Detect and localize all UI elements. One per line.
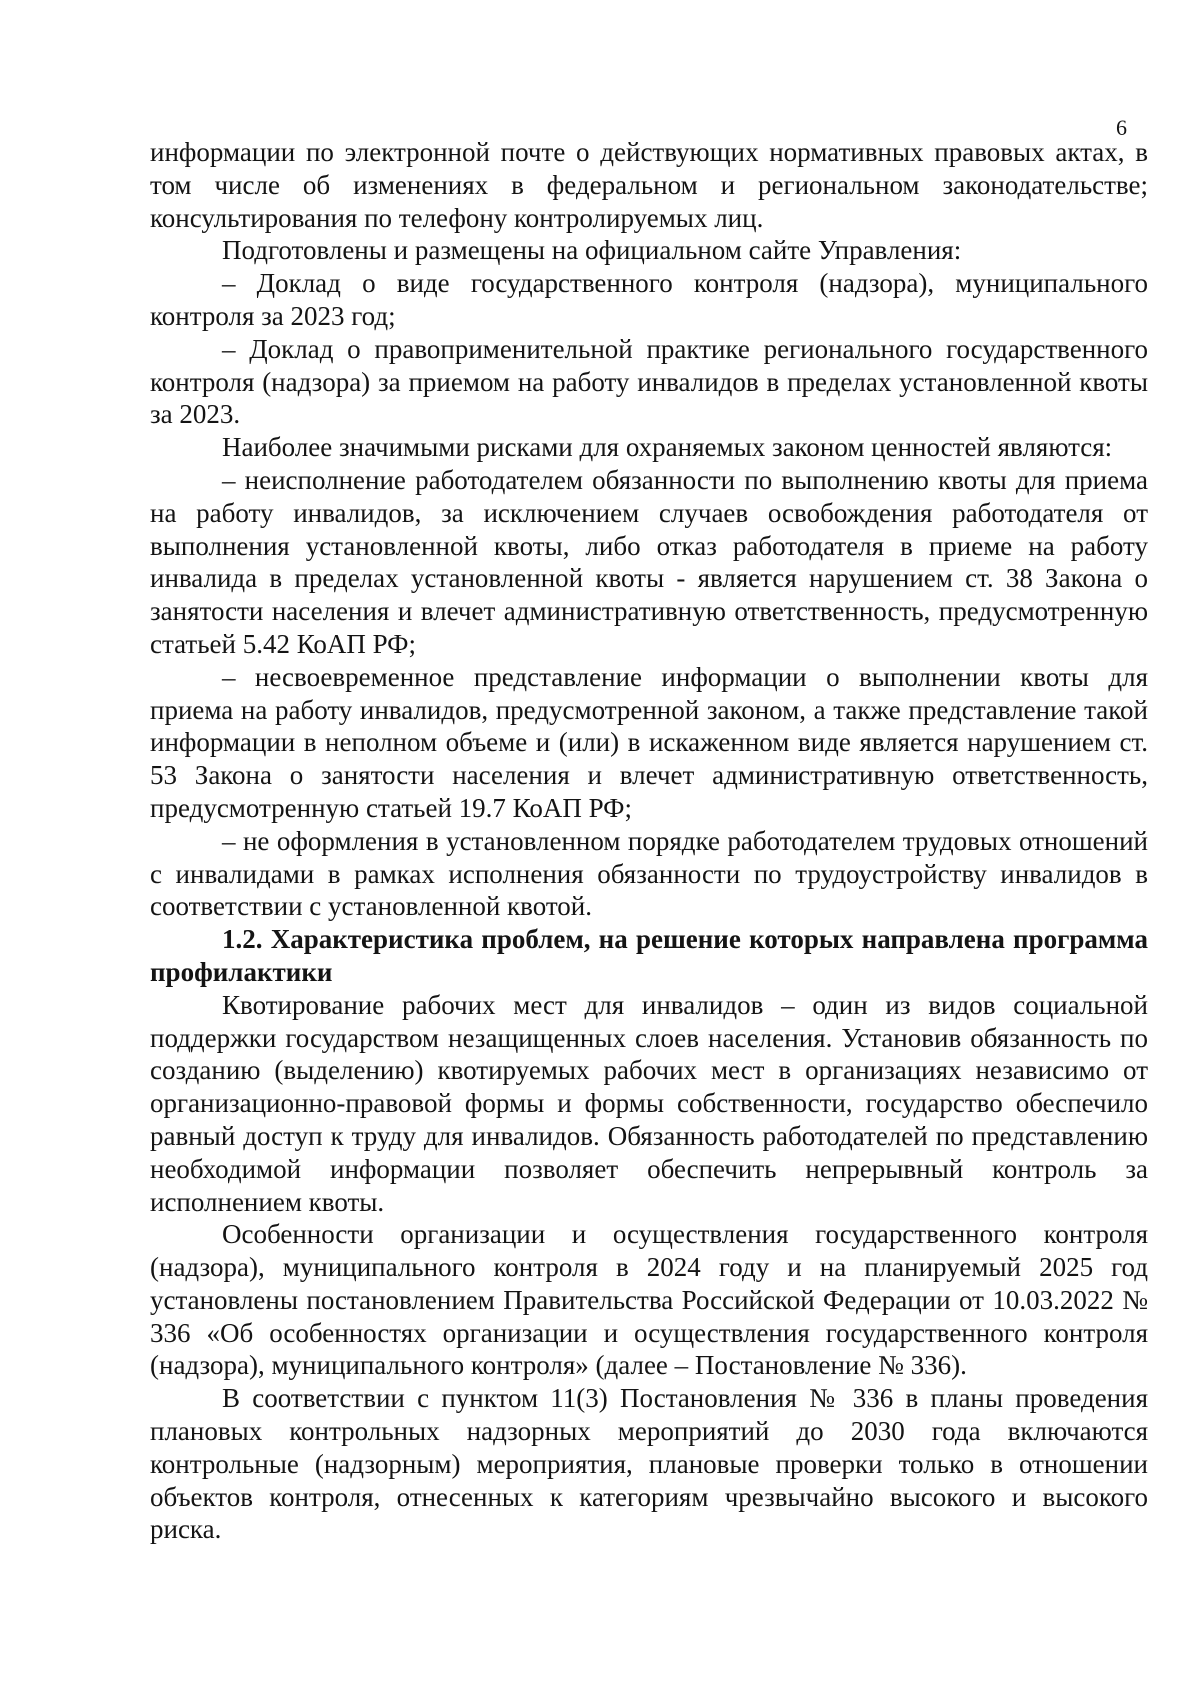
list-item-report-practice: – Доклад о правоприменительной практике регионального государственного контроля (надзора) за приемом на работу инвалидов в пределах установленной квоты за 2023. [150, 333, 1148, 430]
paragraph-prepared-published: Подготовлены и размещены на официальном сайте Управления: [222, 235, 962, 266]
document-body [150, 136, 1148, 1546]
paragraph-planned-inspections: В соответствии с пунктом 11(3) Постановления № 336 в планы проведения плановых контрольных надзорных мероприятий до 2030 года включаются контрольные (надзорным) мероприятия, плановые проверки только в отношении объектов контроля, отнесенных к категориям чрезвычайно высокого и высокого риска. [150, 1383, 1148, 1545]
paragraph-email-consulting: информации по электронной почте о действующих нормативных правовых актах, в том числе об изменениях в федеральном и региональном законодательстве; консультирования по телефону контролируемых лиц. [150, 137, 1148, 233]
paragraph-quota-description: Квотирование рабочих мест для инвалидов – один из видов социальной поддержки государством незащищенных слоев населения. Установив обязанность по созданию (выделению) квотируемых рабочих мест в организациях независимо от организационно-правовой формы и формы собственности, государство обеспечило равный доступ к труду для инвалидов. Обязанность работодателей по представлению необходимой информации позволяет обеспечить непрерывный контроль за исполнением квоты. [150, 989, 1148, 1217]
list-item-risk-late-information: – несвоевременное представление информации о выполнении квоты для приема на работу инвалидов, предусмотренной законом, а также представление такой информации в неполном объеме и (или) в искаженном виде является нарушением ст. 53 Закона о занятости населения и влечет административную ответственность, предусмотренную статьей 19.7 КоАП РФ; [150, 661, 1148, 823]
list-item-report-control: – Доклад о виде государственного контроля (надзора), муниципального контроля за 2023 год; [150, 268, 1148, 331]
paragraph-main-risks: Наиболее значимыми рисками для охраняемых законом ценностей являются: [222, 432, 1113, 463]
list-item-risk-quota-failure: – неисполнение работодателем обязанности по выполнению квоты для приема на работу инвалидов, за исключением случаев освобождения работодателя от выполнения установленной квоты, либо отказ работодателя в приеме на работу инвалида в пределах установленной квоты - является нарушением ст. 38 Закона о занятости населения и влечет административную ответственность, предусмотренную статьей 5.42 КоАП РФ; [150, 464, 1148, 659]
list-item-risk-employment-relations: – не оформления в установленном порядке работодателем трудовых отношений с инвалидами в рамках исполнения обязанности по трудоустройству инвалидов в соответствии с установленной квотой. [150, 825, 1148, 922]
page-number: 6 [1116, 115, 1127, 140]
paragraph-control-features: Особенности организации и осуществления государственного контроля (надзора), муниципального контроля в 2024 году и на планируемый 2025 год установлены постановлением Правительства Российской Федерации от 10.03.2022 № 336 «Об особенностях организации и осуществления государственного контроля (надзора), муниципального контроля» (далее – Постановление № 336). [150, 1219, 1148, 1381]
section-heading-1-2: 1.2. Характеристика проблем, на решение которых направлена программа профилактики [150, 924, 1148, 987]
